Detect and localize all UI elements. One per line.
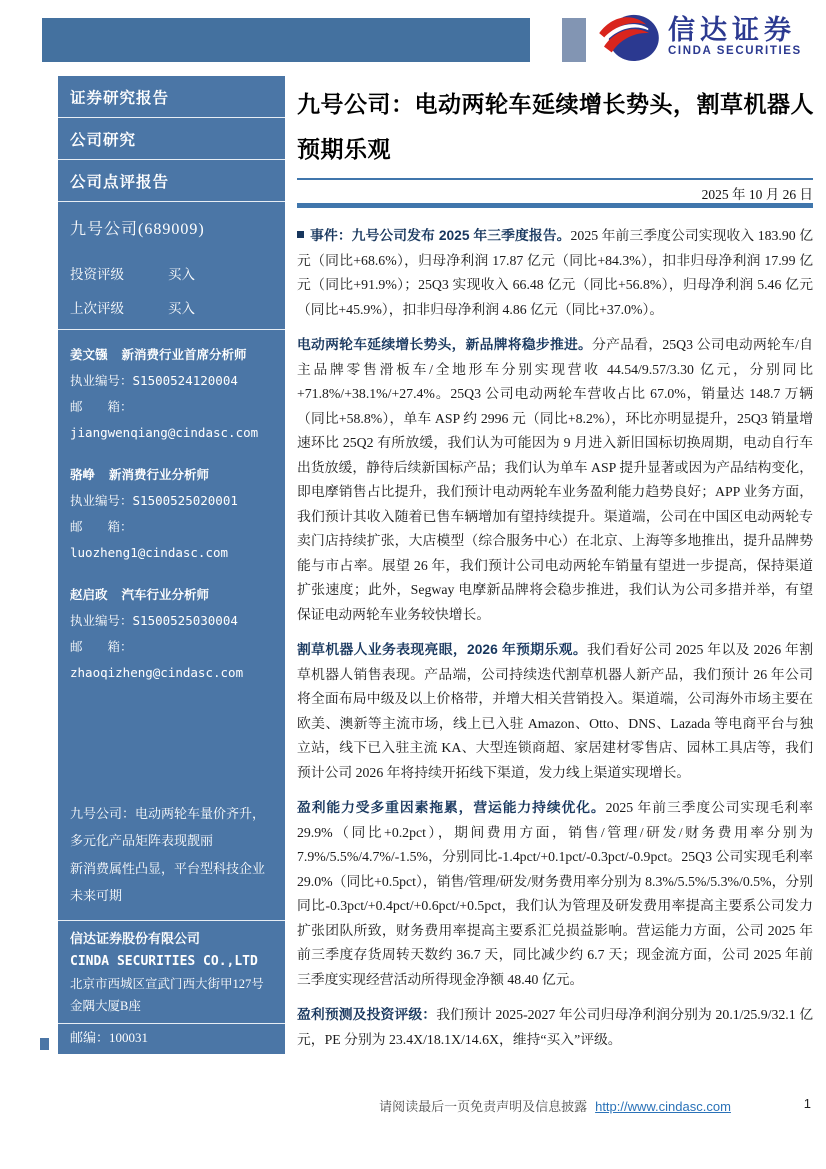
footer-disclaimer: 请阅读最后一页免责声明及信息披露	[379, 1099, 588, 1114]
rating-label: 投资评级	[70, 267, 124, 282]
report-date: 2025 年 10 月 26 日	[701, 187, 813, 202]
report-body	[297, 224, 813, 1063]
paragraph-lead: 盈利能力受多重因素拖累，营运能力持续优化。	[297, 800, 606, 815]
paragraph-lead: 电动两轮车延续增长势头，新品牌将稳步推进。	[297, 337, 593, 352]
analyst-title: 新消费行业首席分析师	[121, 348, 247, 362]
rating-block	[58, 243, 285, 330]
email-label: 邮 箱：	[70, 640, 133, 654]
paragraph-body: 2025 年前三季度公司实现收入 183.90 亿元（同比+68.6%），归母净利润 17.87 亿元（同比+84.3%），扣非归母净利润 17.99 亿元（同比+91.9%）；25Q3 实现收入 66.48 亿元（同比+56.8%），归母净利润 5.46 亿元（同比+45.9%），扣非归母净利润 4.86 亿元（同比+37.0%）。	[297, 228, 813, 317]
analyst-card	[70, 342, 275, 446]
rating-value: 买入	[168, 267, 195, 282]
top-bar-decoration	[42, 18, 530, 62]
sidebar-company-name: 九号公司(689009)	[70, 221, 205, 238]
license-number: S1500525030004	[132, 613, 238, 628]
company-address: 北京市西城区宣武门西大街甲127号金隅大厦B座	[70, 977, 264, 1013]
analyst-email: zhaoqizheng@cindasc.com	[70, 665, 244, 680]
cinda-emblem-icon	[598, 12, 660, 62]
sidebar-research-type: 公司研究	[58, 118, 285, 160]
analyst-title: 汽车行业分析师	[121, 588, 210, 602]
license-label: 执业编号：	[70, 614, 133, 628]
sidebar-report-type: 证券研究报告	[58, 76, 285, 118]
analyst-email: luozheng1@cindasc.com	[70, 545, 229, 560]
paragraph-lead: 盈利预测及投资评级：	[297, 1007, 437, 1022]
analyst-name: 赵启政	[70, 588, 108, 602]
logo-text	[668, 16, 802, 58]
related-report-item: 新消费属性凸显，平台型科技企业未来可期	[70, 861, 266, 903]
paragraph-lead: 事件：九号公司发布 2025 年三季度报告。	[310, 228, 571, 243]
analysts-block	[58, 330, 285, 686]
paragraph-event	[297, 224, 813, 322]
paragraph-two-wheeler	[297, 333, 813, 627]
analyst-name: 姜文镪	[70, 348, 108, 362]
license-label: 执业编号：	[70, 494, 133, 508]
paragraph-body: 我们看好公司 2025 年以及 2026 年割草机器人销售表现。产品端，公司持续迭代割草机器人新产品，我们预计 26 年公司将全面布局中级及以上价格带，并增大相关营销投入。渠道端，公司海外市场主要在欧美、澳新等主流市场，线上已入驻 Amazon、Otto、DNS、Lazada 等电商平台与独立站，线下已入驻主流 KA、大型连锁商超、家居建材零售店、园林工具店等，我们预计公司 2026 年将持续开拓线下渠道，发力线上渠道实现增长。	[297, 642, 813, 780]
top-bar-accent-square	[562, 18, 586, 62]
page-title: 九号公司：电动两轮车延续增长势头，割草机器人预期乐观	[297, 91, 814, 162]
paragraph-profitability	[297, 796, 813, 992]
rating-row-previous	[70, 297, 275, 317]
analyst-name: 骆峥	[70, 468, 96, 482]
header-rule-thin	[297, 178, 813, 180]
header-rule-thick	[297, 203, 813, 208]
logo-chinese-name: 信达证券	[668, 15, 796, 45]
rating-label: 上次评级	[70, 301, 124, 316]
related-reports	[58, 800, 285, 920]
paragraph-body: 我们预计 2025-2027 年公司归母净利润分别为 20.1/25.9/32.1 亿元，PE 分别为 23.4X/18.1X/14.6X，维持“买入”评级。	[297, 1007, 814, 1047]
company-info-block	[58, 920, 285, 1023]
logo-english-name: CINDA SECURITIES	[668, 45, 802, 57]
sidebar-report-subtype: 公司点评报告	[58, 160, 285, 202]
bullet-square-icon	[297, 231, 304, 238]
analyst-card	[70, 462, 275, 566]
sidebar-bottom-block	[58, 800, 285, 1054]
company-postcode: 邮编：100031	[58, 1023, 285, 1054]
bottom-left-accent-square	[40, 1038, 49, 1050]
company-name-en: CINDA SECURITIES CO.,LTD	[70, 954, 258, 969]
license-number: S1500524120004	[132, 373, 238, 388]
email-label: 邮 箱：	[70, 400, 133, 414]
related-report-item: 九号公司：电动两轮车量价齐升，多元化产品矩阵表现靓丽	[70, 806, 266, 848]
paragraph-body: 2025 年前三季度公司实现毛利率 29.9%（同比+0.2pct），期间费用方面，销售/管理/研发/财务费用率分别为 7.9%/5.5%/4.7%/-1.5%，分别同比-1.4pct/+0.1pct/-0.3pct/-0.9pct。25Q3 公司实现毛利率 29.0%（同比+0.5pct），销售/管理/研发/财务费用率分别为 8.3%/5.5%/5.3%/0.5%，分别同比-0.3pct/+0.4pct/+0.6pct/+0.5pct，我们认为管理及研发费用率提高主要系公司发力扩张团队所致，财务费用率提高主要系汇兑损益影响。营运能力方面，公司 2025 年前三季度存货周转天数约 36.7 天，同比减少约 6.7 天；现金流方面，公司 2025 年前三季度实现经营活动所得现金净额 48.40 亿元。	[297, 800, 813, 987]
company-name-cn: 信达证券股份有限公司	[70, 931, 201, 946]
paragraph-body: 分产品看，25Q3 公司电动两轮车/自主品牌零售滑板车/全地形车分别实现营收 44.54/9.57/3.30 亿元，分别同比+71.8%/+38.1%/+27.4%。25Q3 公司电动两轮车营收占比 67.0%，销量达 148.7 万辆（同比+58.8%），单车 ASP 约 2996 元（同比+8.2%），环比亦明显提升，25Q3 销量增速环比 25Q2 有所放缓，我们认为可能因为 9 月进入新旧国标切换周期，电动自行车出货放缓，静待后续新国标产品；我们认为单车 ASP 提升显著或因为产品结构变化，即电摩销售占比提升，我们预计电动两轮车业务盈利能力趋势良好；APP 业务方面，我们预计其收入随着已售车辆增加有望持续提升。渠道端，公司在中国区电动两轮专卖门店持续扩张，大店模型（综合服务中心）在北京、上海等多地推出，提升品牌势能与市占率。展望 26 年，我们预计公司电动两轮车销量有望进一步提高，保持渠道扩张速度；此外，Segway 电摩新品牌将会稳步推进，我们认为公司多措并举，有望保证电动两轮车业务较快增长。	[297, 337, 813, 622]
brand-logo	[598, 12, 802, 62]
license-label: 执业编号：	[70, 374, 133, 388]
sidebar	[58, 76, 285, 1054]
page-footer	[297, 1096, 813, 1115]
email-label: 邮 箱：	[70, 520, 133, 534]
analyst-email: jiangwenqiang@cindasc.com	[70, 425, 259, 440]
footer-url-link[interactable]: http://www.cindasc.com	[595, 1099, 731, 1114]
paragraph-lead: 割草机器人业务表现亮眼，2026 年预期乐观。	[297, 642, 587, 657]
paragraph-forecast	[297, 1003, 813, 1052]
page-number: 1	[803, 1096, 811, 1111]
rating-value: 买入	[168, 301, 195, 316]
rating-row-current	[70, 263, 275, 283]
analyst-title: 新消费行业分析师	[109, 468, 210, 482]
license-number: S1500525020001	[132, 493, 238, 508]
paragraph-mower-robot	[297, 638, 813, 785]
analyst-card	[70, 582, 275, 686]
